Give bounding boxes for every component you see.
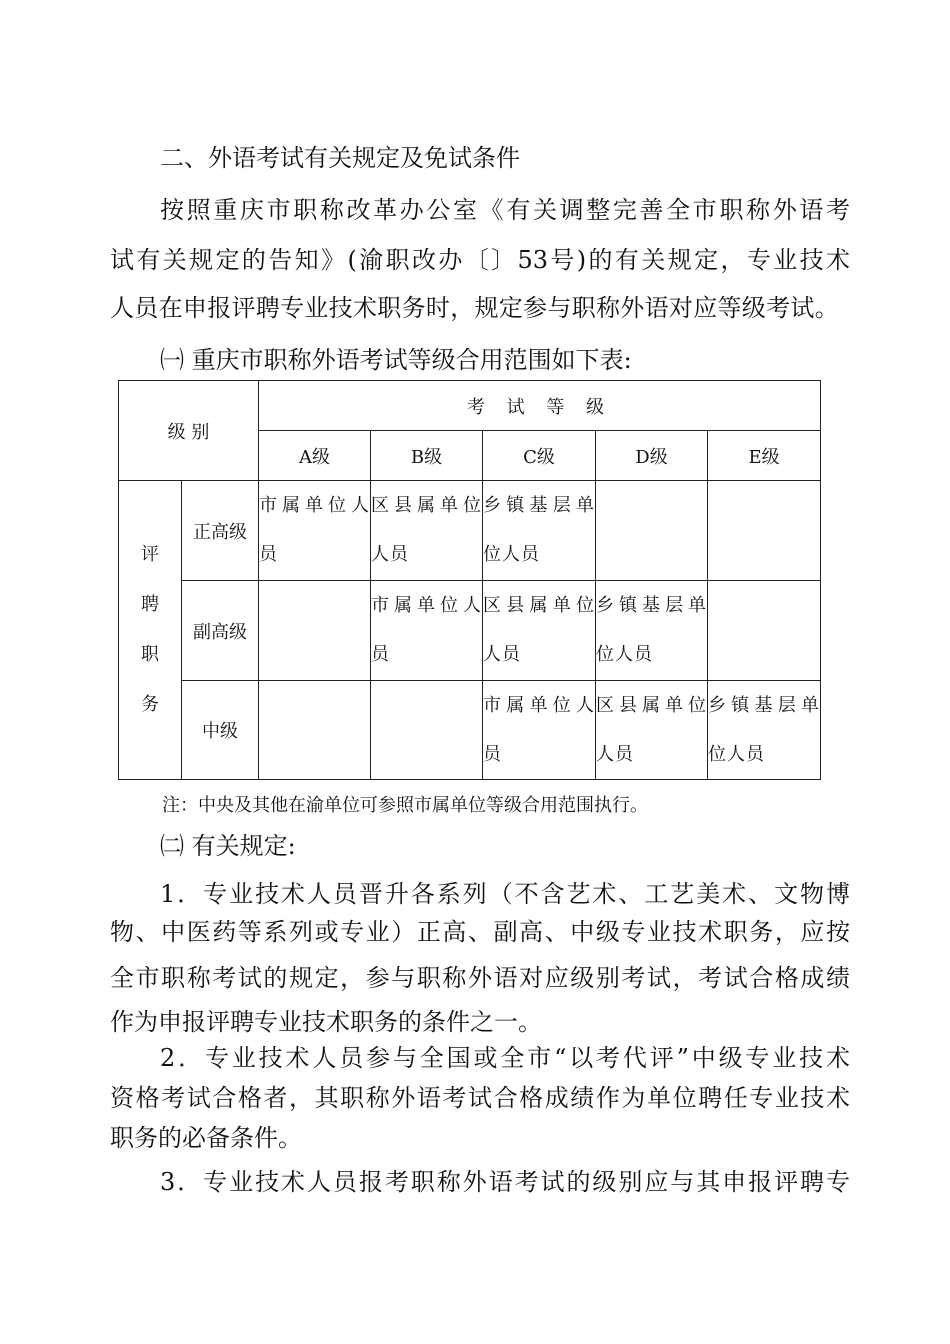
rule-line: 作为申报评聘专业技术职务的条件之一。 [110, 1008, 542, 1036]
column-header-b: B级 [371, 431, 483, 481]
rule-line: 资格考试合格者，其职称外语考试合格成绩作为单位聘任专业技术 [110, 1084, 850, 1112]
table-cell [259, 681, 371, 780]
rule-line: 物、中医药等系列或专业）正高、副高、中级专业技术职务，应按 [110, 918, 850, 946]
table-cell: 区县属单位人员 [483, 581, 596, 681]
table-cell: 市属单位人员 [483, 681, 596, 780]
intro-line: 人员在申报评聘专业技术职务时，规定参与职称外语对应等级考试。 [110, 294, 839, 322]
table-cell: 市属单位人员 [259, 481, 371, 581]
table-cell [708, 481, 821, 581]
row-label-senior: 正高级 [182, 481, 259, 581]
column-header-a: A级 [259, 431, 371, 481]
column-header-d: D级 [596, 431, 708, 481]
table-cell: 区县属单位人员 [596, 681, 708, 780]
rule-line: 2．专业技术人员参与全国或全市“以考代评”中级专业技术 [160, 1044, 850, 1072]
row-group-char: 评 [141, 544, 159, 565]
row-label-associate: 副高级 [182, 581, 259, 681]
row-group-char: 聘 [141, 594, 159, 615]
column-header-c: C级 [483, 431, 596, 481]
table-cell: 乡镇基层单位人员 [596, 581, 708, 681]
subheading-rules: ㈡ 有关规定: [160, 832, 296, 860]
row-group-header [119, 481, 182, 780]
table-cell: 区县属单位人员 [371, 481, 483, 581]
table-cell [371, 681, 483, 780]
intro-line: 按照重庆市职称改革办公室《有关调整完善全市职称外语考 [160, 196, 850, 224]
row-group-char: 职 [141, 644, 159, 665]
subheading-table: ㈠ 重庆市职称外语考试等级合用范围如下表: [160, 346, 632, 374]
table-note: 注：中央及其他在渝单位可参照市属单位等级合用范围执行。 [162, 795, 648, 816]
section-heading: 二、外语考试有关规定及免试条件 [160, 144, 520, 172]
table-cell: 乡镇基层单位人员 [483, 481, 596, 581]
rule-line: 3．专业技术人员报考职称外语考试的级别应与其申报评聘专 [160, 1168, 850, 1196]
intro-line: 试有关规定的告知》(渝职改办〔〕53号)的有关规定，专业技术 [110, 246, 850, 274]
exam-level-table [118, 380, 821, 780]
row-group-char: 务 [141, 694, 159, 715]
rule-line: 职务的必备条件。 [110, 1124, 302, 1152]
rule-line: 全市职称考试的规定，参与职称外语对应级别考试，考试合格成绩 [110, 964, 850, 992]
table-cell: 乡镇基层单位人员 [708, 681, 821, 780]
exam-level-header: 考 试 等 级 [259, 381, 821, 431]
table-cell [259, 581, 371, 681]
row-label-intermediate: 中级 [182, 681, 259, 780]
column-header-e: E级 [708, 431, 821, 481]
rule-line: 1．专业技术人员晋升各系列（不含艺术、工艺美术、文物博 [160, 880, 850, 908]
table-cell [596, 481, 708, 581]
table-cell: 市属单位人员 [371, 581, 483, 681]
table-cell [708, 581, 821, 681]
table-corner-header: 级 别 [119, 381, 259, 481]
